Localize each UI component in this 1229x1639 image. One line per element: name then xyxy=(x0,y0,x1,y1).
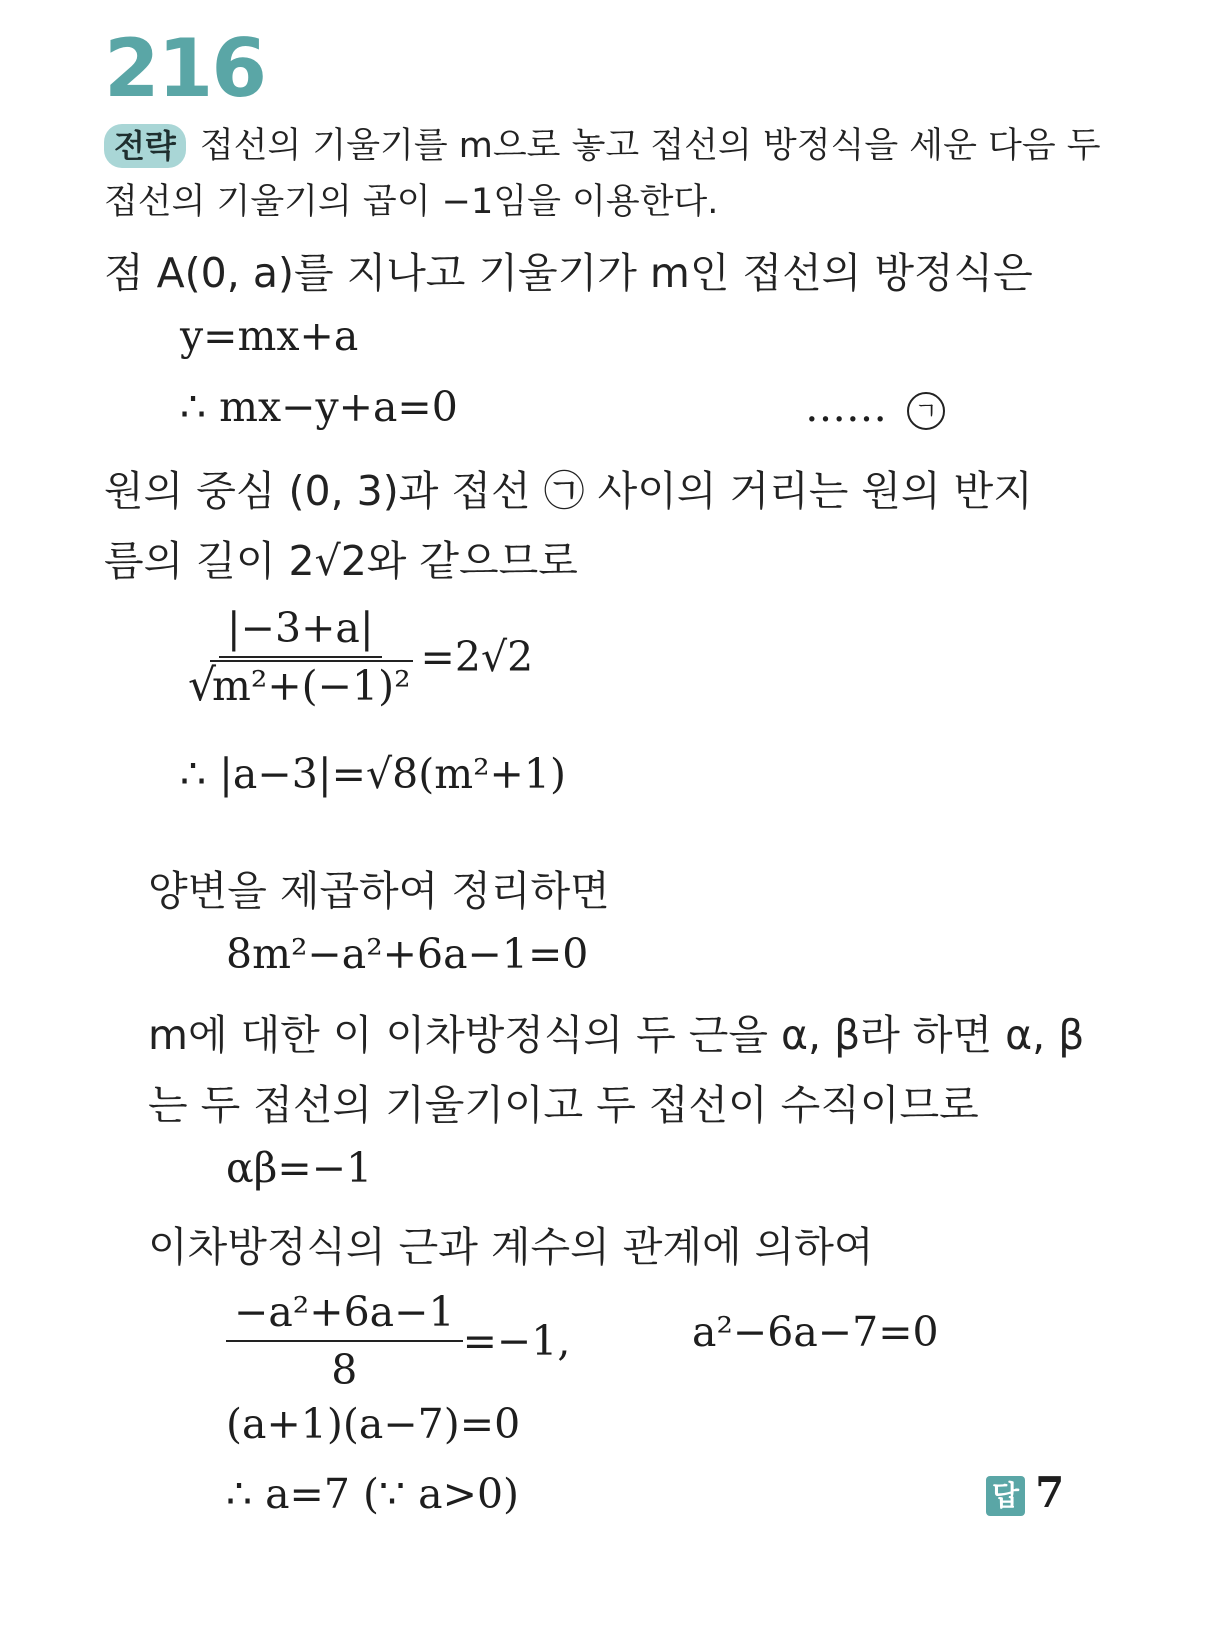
line-6: 양변을 제곱하여 정리하면 xyxy=(148,867,610,915)
equation-label-mark: ㄱ xyxy=(907,392,945,430)
line-8: 는 두 접선의 기울기이고 두 접선이 수직이므로 xyxy=(148,1081,979,1129)
equation-tangent-general: ∴ mx−y+a=0 xyxy=(180,383,458,431)
vieta-numerator: −a²+6a−1 xyxy=(226,1288,463,1342)
line-5: 름의 길이 2√2와 같으므로 xyxy=(104,537,578,585)
distance-fraction xyxy=(180,604,421,710)
distance-rhs: =2√2 xyxy=(420,633,534,681)
vieta-equation xyxy=(226,1288,570,1394)
vieta-fraction xyxy=(226,1288,463,1394)
line-7: m에 대한 이 이차방정식의 두 근을 α, β라 하면 α, β xyxy=(148,1011,1085,1059)
factored-equation: (a+1)(a−7)=0 xyxy=(226,1400,521,1448)
distance-numerator: |−3+a| xyxy=(219,604,382,658)
strategy-text: 접선의 기울기를 m으로 놓고 접선의 방정식을 세운 다음 두 접선의 기울기의 곱이 −1임을 이용한다. xyxy=(104,126,1101,222)
abs-equation: ∴ |a−3|=√8(m²+1) xyxy=(180,750,566,798)
problem-number: 216 xyxy=(104,22,265,115)
line-9: 이차방정식의 근과 계수의 관계에 의하여 xyxy=(148,1223,874,1271)
equation-tangent: y=mx+a xyxy=(180,312,359,360)
line-4: 원의 중심 (0, 3)과 접선 ㉠ 사이의 거리는 원의 반지 xyxy=(104,467,1033,515)
answer-value: 7 xyxy=(1035,1468,1065,1517)
final-equation: ∴ a=7 (∵ a>0) xyxy=(226,1470,520,1518)
strategy-box xyxy=(104,118,1144,230)
answer-badge: 답 xyxy=(986,1476,1025,1516)
equation-dots: …… xyxy=(805,383,887,431)
quadratic-in-m: 8m²−a²+6a−1=0 xyxy=(226,930,589,978)
quadratic-in-a: a²−6a−7=0 xyxy=(692,1308,939,1356)
distance-equation xyxy=(180,604,533,710)
vieta-denominator: 8 xyxy=(331,1346,358,1394)
product-equation: αβ=−1 xyxy=(226,1144,373,1192)
line-1: 점 A(0, a)를 지나고 기울기가 m인 접선의 방정식은 xyxy=(104,249,1033,297)
vieta-rhs: =−1, xyxy=(462,1317,571,1365)
answer xyxy=(986,1468,1064,1517)
distance-denominator: m²+(−1)² xyxy=(212,662,411,710)
strategy-badge: 전략 xyxy=(104,124,186,168)
